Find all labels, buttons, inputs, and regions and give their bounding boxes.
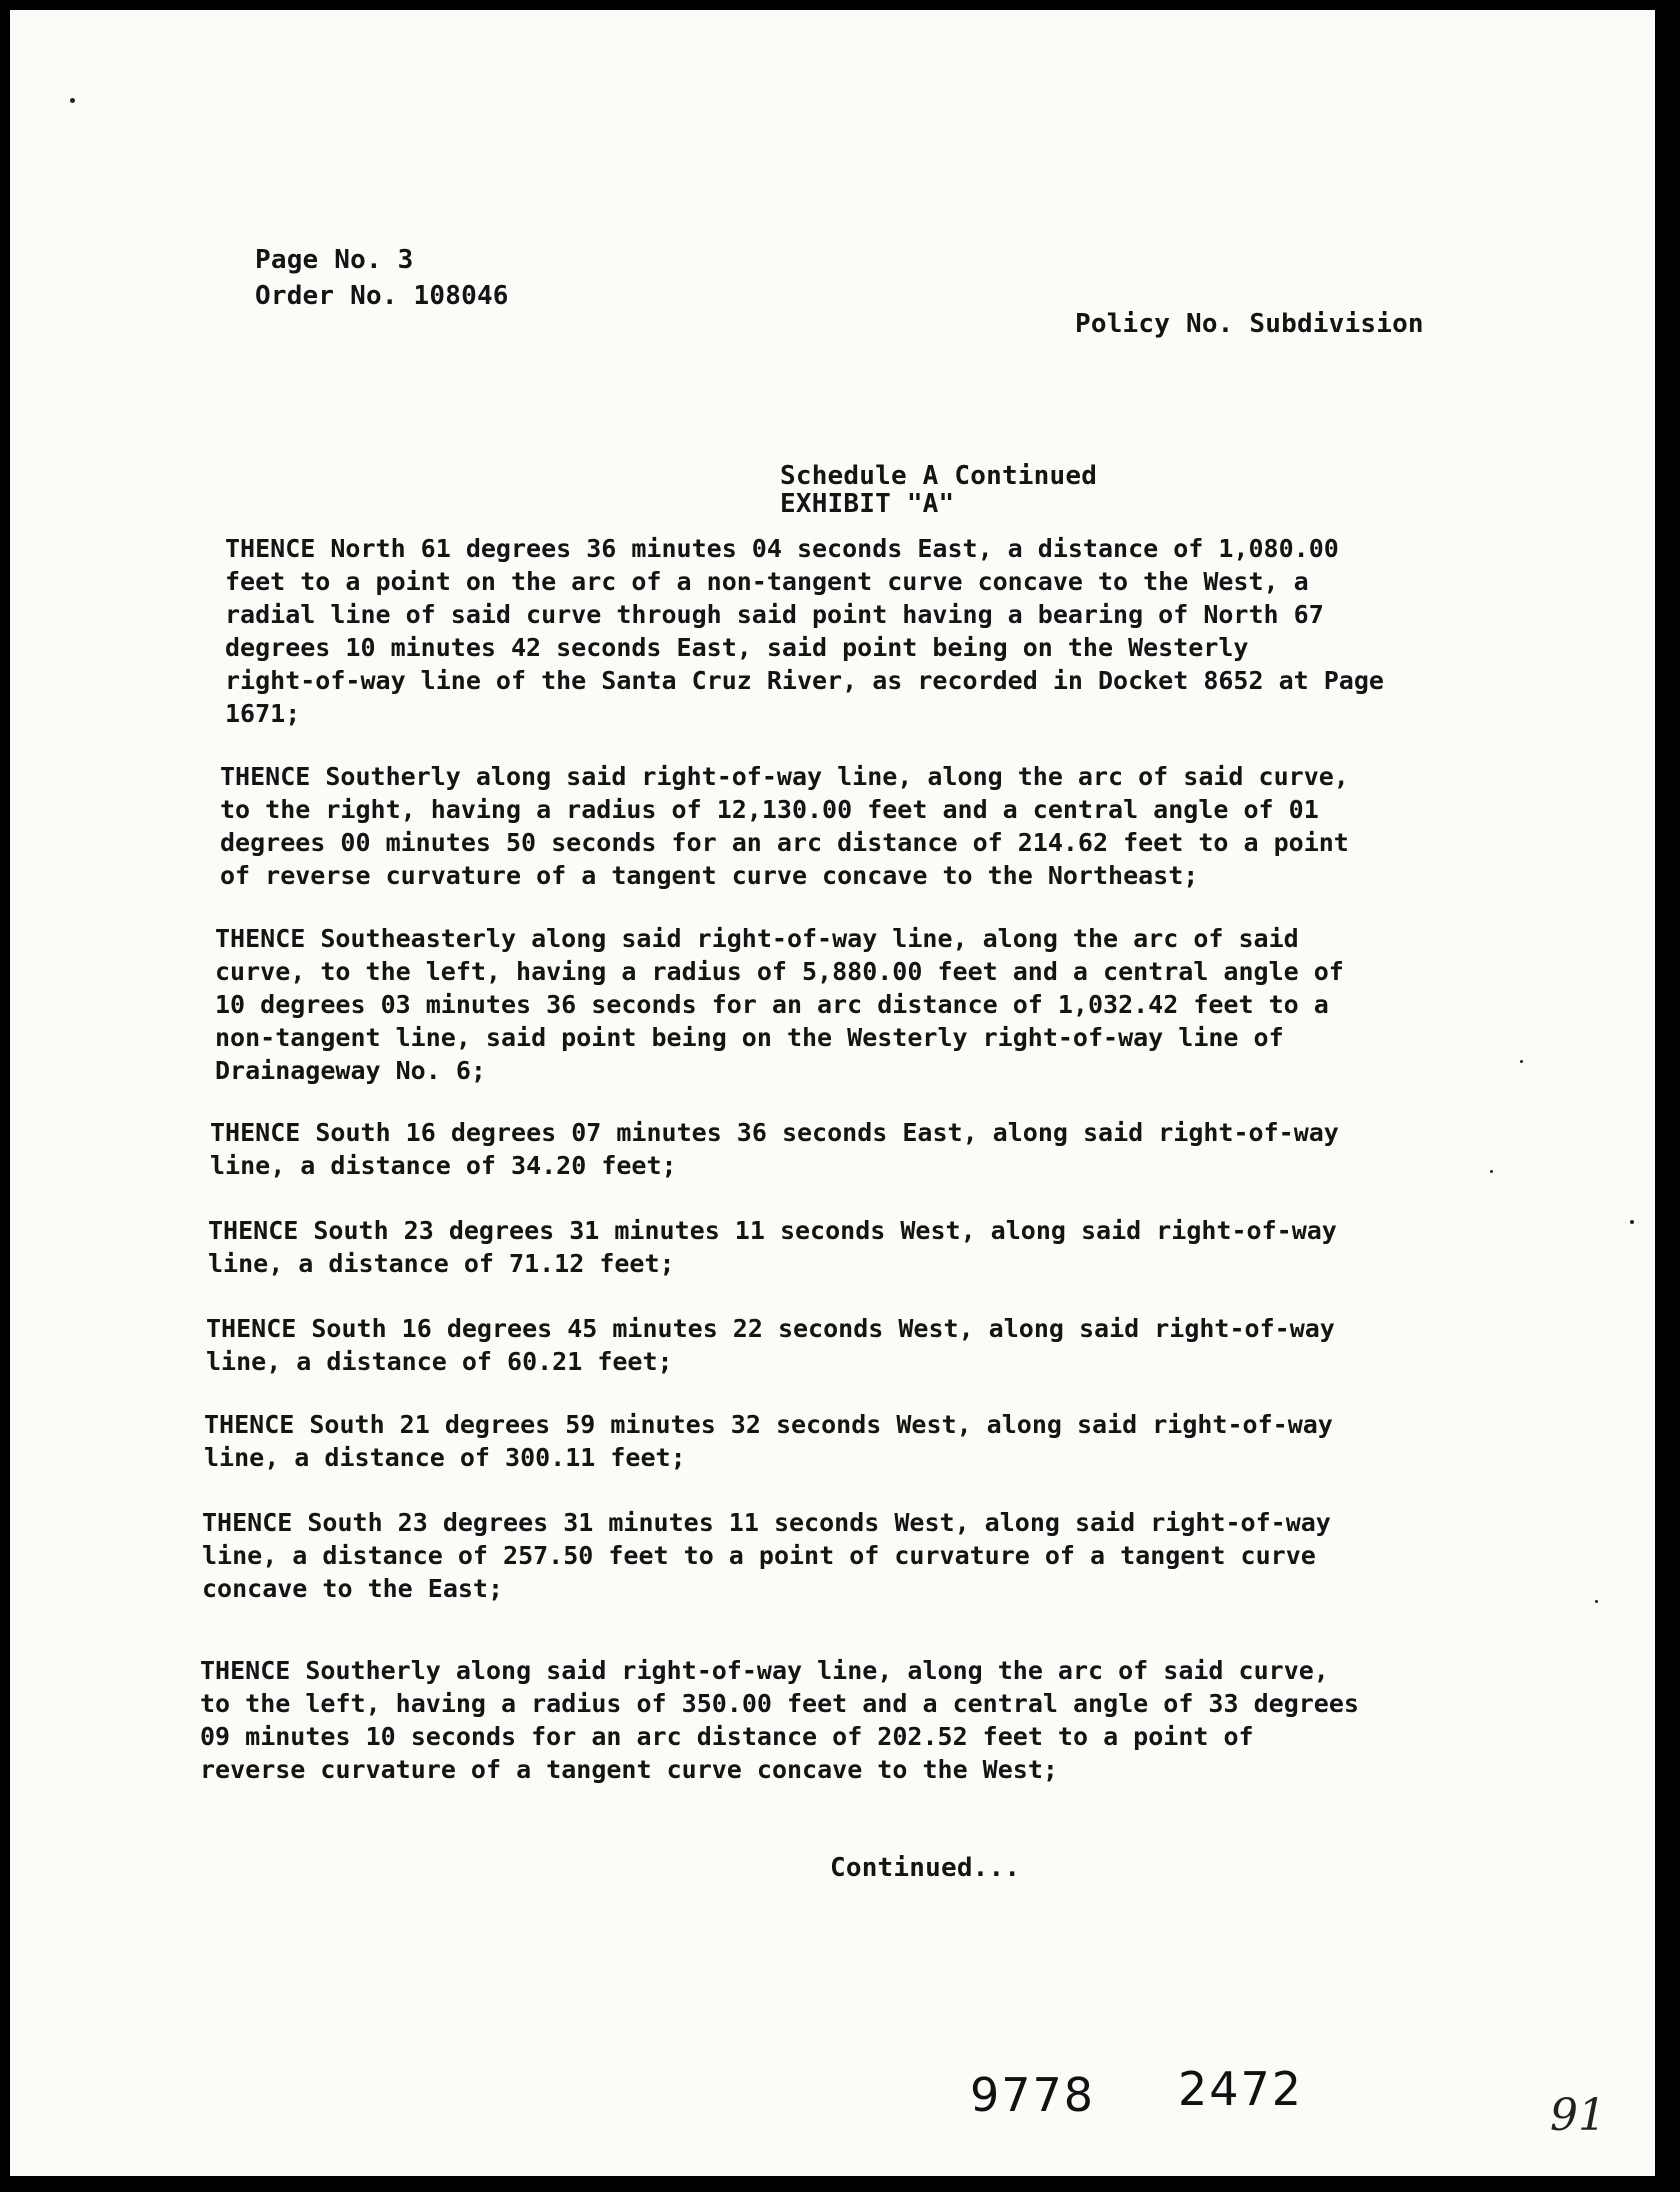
paragraph-line: THENCE Southerly along said right-of-way line, along the arc of said curve, [220,762,1349,791]
legal-paragraph [208,1214,1478,1280]
paragraph-line: THENCE South 16 degrees 45 minutes 22 seconds West, along said right-of-way [206,1314,1335,1343]
legal-paragraph [210,1116,1480,1182]
paragraph-line: concave to the East; [202,1574,504,1603]
paragraph-line: 1671; [225,699,301,728]
paragraph-line: Drainageway No. 6; [215,1056,486,1085]
paragraph-line: radial line of said curve through said point having a bearing of North 67 [225,600,1324,629]
scan-speck [1630,1220,1634,1224]
legal-paragraph [206,1312,1476,1378]
paragraph-line: line, a distance of 60.21 feet; [206,1347,673,1376]
paragraph-line: THENCE North 61 degrees 36 minutes 04 seconds East, a distance of 1,080.00 [225,534,1339,563]
handwritten-mark: 91 [1550,2090,1606,2141]
page-stamp: 2472 [1178,2062,1304,2116]
paragraph-line: of reverse curvature of a tangent curve concave to the Northeast; [220,861,1199,890]
legal-paragraph [225,532,1495,730]
schedule-title: Schedule A Continued [780,461,1098,491]
paragraph-line: THENCE South 21 degrees 59 minutes 32 seconds West, along said right-of-way [204,1410,1333,1439]
scan-speck [70,98,75,103]
document-page [10,10,1655,2176]
paragraph-line: feet to a point on the arc of a non-tangent curve concave to the West, a [225,567,1309,596]
paragraph-line: right-of-way line of the Santa Cruz River, as recorded in Docket 8652 at Page [225,666,1384,695]
paragraph-line: THENCE Southeasterly along said right-of-way line, along the arc of said [215,924,1299,953]
scan-speck [1490,1170,1493,1173]
order-number: Order No. 108046 [255,281,509,311]
paragraph-line: to the right, having a radius of 12,130.00 feet and a central angle of 01 [220,795,1319,824]
paragraph-line: 09 minutes 10 seconds for an arc distance of 202.52 feet to a point of [200,1722,1254,1751]
legal-paragraph [204,1408,1474,1474]
paragraph-line: THENCE South 23 degrees 31 minutes 11 seconds West, along said right-of-way [208,1216,1337,1245]
paragraph-line: reverse curvature of a tangent curve concave to the West; [200,1755,1058,1784]
exhibit-title: EXHIBIT "A" [780,489,955,519]
paragraph-line: line, a distance of 257.50 feet to a point of curvature of a tangent curve [202,1541,1316,1570]
paragraph-line: THENCE South 16 degrees 07 minutes 36 seconds East, along said right-of-way [210,1118,1339,1147]
paragraph-line: to the left, having a radius of 350.00 feet and a central angle of 33 degrees [200,1689,1359,1718]
paragraph-line: line, a distance of 34.20 feet; [210,1151,677,1180]
legal-paragraph [202,1506,1472,1605]
paragraph-line: THENCE South 23 degrees 31 minutes 11 seconds West, along said right-of-way [202,1508,1331,1537]
paragraph-line: degrees 00 minutes 50 seconds for an arc distance of 214.62 feet to a point [220,828,1349,857]
paragraph-line: degrees 10 minutes 42 seconds East, said point being on the Westerly [225,633,1249,662]
page-number: Page No. 3 [255,245,414,275]
legal-paragraph [200,1654,1470,1786]
paragraph-line: THENCE Southerly along said right-of-way line, along the arc of said curve, [200,1656,1329,1685]
legal-paragraph [215,922,1485,1087]
paragraph-line: line, a distance of 300.11 feet; [204,1443,686,1472]
paragraph-line: line, a distance of 71.12 feet; [208,1249,675,1278]
continued-label: Continued... [830,1853,1021,1883]
paragraph-line: curve, to the left, having a radius of 5,880.00 feet and a central angle of [215,957,1344,986]
paragraph-line: non-tangent line, said point being on the Westerly right-of-way line of [215,1023,1284,1052]
policy-number: Policy No. Subdivision [1075,309,1424,339]
paragraph-line: 10 degrees 03 minutes 36 seconds for an arc distance of 1,032.42 feet to a [215,990,1329,1019]
scan-speck [1595,1600,1598,1603]
docket-stamp: 9778 [970,2068,1096,2122]
legal-paragraph [220,760,1490,892]
scan-speck [1520,1060,1523,1063]
